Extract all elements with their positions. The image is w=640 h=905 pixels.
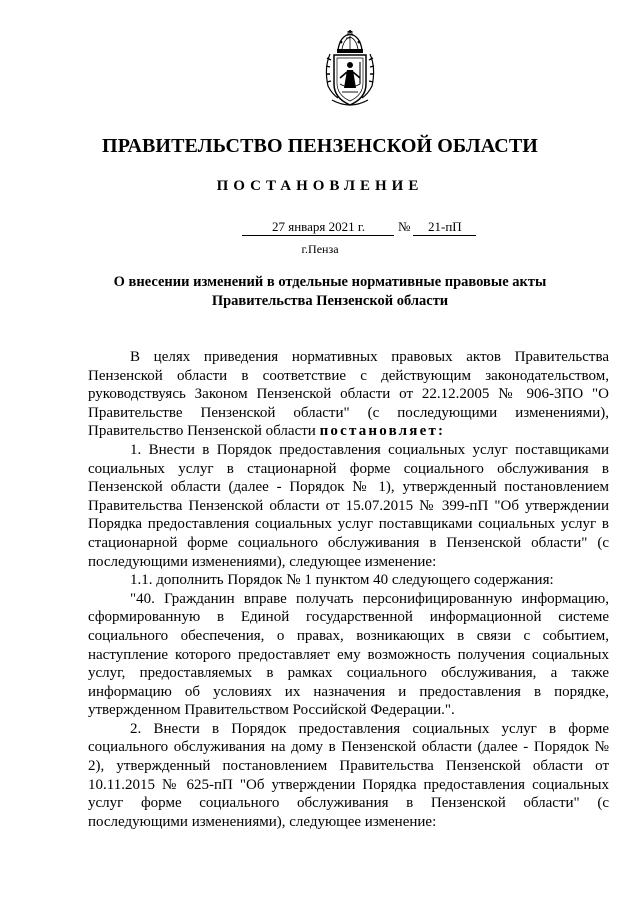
paragraph-2: 2. Внести в Порядок предоставления социальных услуг в форме социального обслуживания на дому в Пензенской области (далее - Порядок № 2), утвержденный постановлением Правительства Пензенской области от 10.11.2015 № 625-пП "Об утверждении Порядка предоставления социальных услуг форме социального обслуживания в Пензенской области" (с последующими изменениями), следующее изменение: — [88, 720, 609, 830]
document-body — [88, 348, 609, 831]
subject-line-2: Правительства Пензенской области — [211, 293, 449, 309]
document-number: 21-пП — [428, 219, 462, 234]
paragraph-1-1: 1.1. дополнить Порядок № 1 пунктом 40 следующего содержания: — [130, 572, 554, 589]
document-type: ПОСТАНОВЛЕНИЕ — [216, 178, 424, 194]
date-underline — [242, 235, 394, 236]
government-title: ПРАВИТЕЛЬСТВО ПЕНЗЕНСКОЙ ОБЛАСТИ — [102, 135, 538, 157]
coat-of-arms-emblem — [318, 28, 382, 110]
number-underline — [413, 235, 476, 236]
document-subject — [110, 273, 550, 311]
number-sign: № — [398, 219, 411, 234]
paragraph-40-quote: "40. Гражданин вправе получать персонифицированную информацию, сформированную в Единой государственной информационной системе социального обеспечения, о правах, возникающих в связи с событием, наступление которого предоставляет ему возможность получения социальных услуг, предоставляемых в рамках социального обслуживания, а также информацию об условиях их назначения и предоставления в порядке, утвержденном Правительством Российской Федерации.". — [88, 590, 609, 719]
city-name: г.Пенза — [301, 242, 339, 256]
subject-line-1: О внесении изменений в отдельные нормативные правовые акты — [113, 274, 547, 290]
paragraph-1: 1. Внести в Порядок предоставления социальных услуг поставщиками социальных услуг в стационарной форме социального обслуживания в Пензенской области (далее - Порядок № 1), утвержденный постановлением Правительства Пензенской области от 15.07.2015 № 399-пП "Об утверждении Порядка предоставления социальных услуг поставщиками социальных услуг в стационарной форме социального обслуживания в Пензенской области" (с последующими изменениями), следующее изменение: — [88, 441, 609, 570]
decree-word: постановляет: — [319, 423, 446, 440]
document-date: 27 января 2021 г. — [272, 219, 366, 234]
preamble-text: В целях приведения нормативных правовых актов Правительства Пензенской области в соответствие с действующим законодательством, руководствуясь Законом Пензенской области от 22.12.2005 № 906-ЗПО "О Правительстве Пензенской области" (с последующими изменениями), Правительство Пензенской области — [88, 349, 609, 440]
preamble-paragraph — [88, 348, 609, 441]
